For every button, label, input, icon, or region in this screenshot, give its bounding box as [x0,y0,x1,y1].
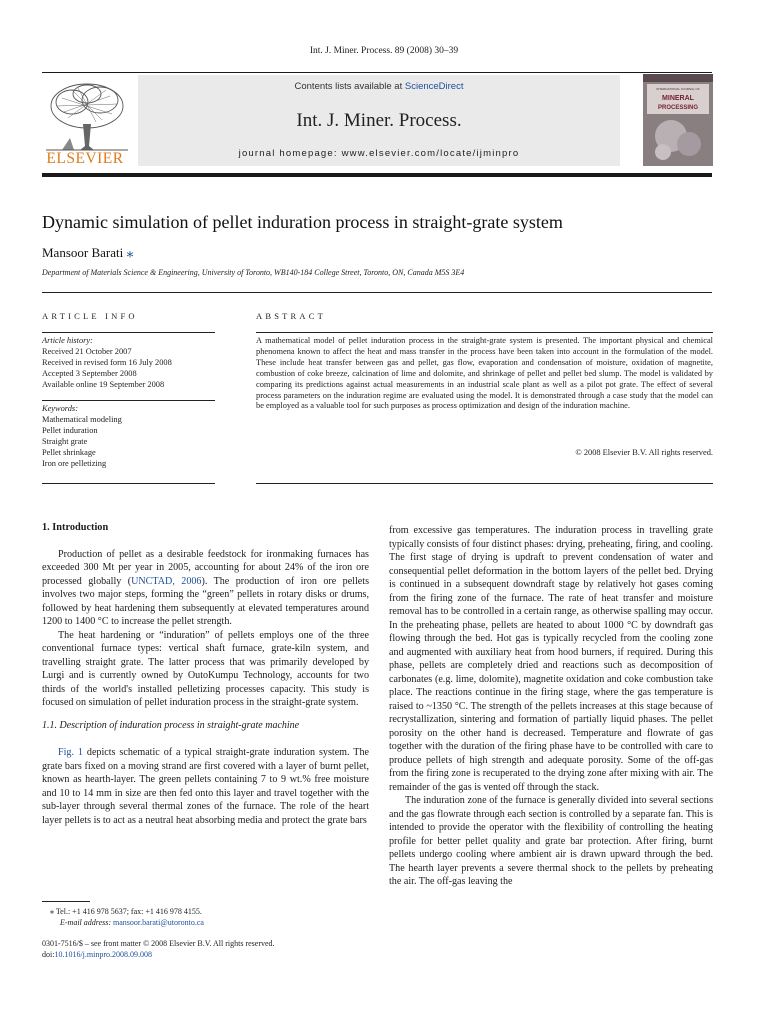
body-paragraph: The heat hardening or “induration” of pellets employs one of the three conventional furnace types: vertical shaft furnace, grate-kiln system, and travelling straight grate. The latter process that was primarily developed by Lurgi and is currently owned by OutoKumpu Technology, accounts for two thirds of the world's installed pelletizing processes capacity. This study is focused on simulation of pellet induration process in the straight-grate system. [42,629,369,708]
author-name: Mansoor Barati [42,245,124,260]
abstract-copyright: © 2008 Elsevier B.V. All rights reserved. [575,448,713,457]
abstract-label: ABSTRACT [256,311,326,321]
email-link[interactable]: mansoor.barati@utoronto.ca [113,918,204,927]
body-left-column [42,521,369,827]
footnote-rule [42,901,90,902]
journal-citation: Int. J. Miner. Process. 89 (2008) 30–39 [309,46,459,56]
history-online: Available online 19 September 2008 [42,379,165,389]
contact-line: ⁎ Tel.: +1 416 978 5637; fax: +1 416 978 4155. [50,907,202,916]
abstract-rule [256,332,713,333]
body-paragraph: from excessive gas temperatures. The induration process in travelling grate typically consists of four distinct phases: drying, preheating, firing, and cooling. The first stage of drying is updraft to prevent condensation of water and consequential pellet deformation in the bottom layers of the pellet bed. Drying is continued in a subsequent downdraft stage by relatively hot gases coming from the firing zone of the furnace. The rate of heat transfer and moisture removal has to be controlled in a certain range, as otherwise spalling may occur. In the preheating phase, pellets are heated to about 1000 °C by downdraft gas flowing through the bed. Hot gas is typically recycled from the cooling zone and augmented with auxiliary heat from hood burners, if required. During this phase, pellets are completely dried and reactions such as decomposition of carbonates (e.g. lime, dolomite), magnetite oxidation and coke combustion take place. The reactions continue in the firing stage, where the gas temperature is raised to ~1350 °C. The strength of the pellets increases at this stage because of recrystallization, sintering and formation of partially liquid phases. The pellet porosity on the other hand is decreased. Temperature and flowrate of gas together with the duration of the firing phase have to be controlled with care to produce pellets of high strength and adequate porosity. Some of the off-gas from the firing zone is recuperated to the drying zone after mixing with air. The remainder of the gas is vented off through the stack. [389,525,713,793]
keywords-block [42,404,217,469]
masthead-top-rule [42,72,712,73]
history-revised: Received in revised form 16 July 2008 [42,357,172,367]
journal-cover-thumbnail [643,74,713,166]
article-info-bottom-rule [42,483,215,484]
keyword-item: Pellet shrinkage [42,447,96,457]
issn-line: 0301-7516/$ – see front matter © 2008 Elsevier B.V. All rights reserved. [42,939,275,948]
figure-link[interactable]: Fig. 1 [58,747,83,758]
journal-homepage[interactable]: journal homepage: www.elsevier.com/locate/ijminpro [238,148,520,159]
body-paragraph [42,746,369,827]
cover-line-1: INTERNATIONAL JOURNAL OF [656,87,700,91]
keyword-item: Mathematical modeling [42,414,122,424]
keywords-label: Keywords: [42,404,78,413]
article-title: Dynamic simulation of pellet induration process in straight-grate system [42,212,563,232]
citation-link[interactable]: UNCTAD, 2006 [131,575,202,587]
body-paragraph: The induration zone of the furnace is generally divided into several sections and the gas flowrate through each section is controlled by a separate fan. This is intended to provide the operator with the flexibility of controlling the heating profile for better pellet quality and grate bar protection. After firing, burnt pellets undergo cooling where ambient air is drawn upward through the bed. The hearth layer prevents a severe thermal shock to the pellets by preheating the air. The off-gas leaving the [389,795,713,887]
article-info-rule [42,332,215,333]
title-divider [42,292,712,293]
doi-link[interactable]: 10.1016/j.minpro.2008.09.008 [54,950,153,959]
history-label: Article history: [42,336,93,345]
keyword-item: Pellet induration [42,425,98,435]
publisher-wordmark: ELSEVIER [46,150,124,167]
contents-line [138,81,620,92]
masthead-bottom-rule [42,173,712,177]
abstract-text: A mathematical model of pellet induration process in the straight-grate system is presented. The important physical and chemical phenomena known to affect the heat and mass transfer in the process have been taken into account in the formulation of the model. These include heat transfer between gas and pellet, gas flow, evaporation and condensation of moisture, oxidation of magnetite, combustion of coke breeze, calcination of lime and dolomite, and shrinkage of pellet and pellet bed slump. The model is validated by comparing its predictions against actual measurements in an industrial scale plant as well as a pilot pot grate. The effect of several process parameters on the induration regime are evaluated using the model. It is demonstrated through a case study that the model can be employed as a valuable tool for such purposes as process optimization and design of the induration machine. [256,336,713,411]
doi-prefix: doi: [42,950,55,959]
body-right-column [389,524,713,889]
keyword-item: Iron ore pelletizing [42,458,107,468]
sciencedirect-link[interactable]: ScienceDirect [404,81,464,92]
subsection-heading: 1.1. Description of induration process in straight-grate machine [42,719,300,731]
article-history [42,336,217,391]
author-contact-footnote [50,906,370,928]
body-paragraph [42,548,369,629]
article-info-label: ARTICLE INFO [42,311,138,321]
keywords-rule [42,400,215,401]
history-accepted: Accepted 3 September 2008 [42,368,137,378]
history-received: Received 21 October 2007 [42,346,132,356]
paragraph-text: ). The production of iron ore pellets involves two major steps, forming the “green” pellets in rotary disks or drums, followed by heat hardening them subsequently at elevated temperatures around 1200 to 1400 °C to increase the pellet strength. [42,575,370,627]
author-affiliation: Department of Materials Science & Engineering, University of Toronto, WB140-184 College Street, Toronto, ON, Canada M5S 3E4 [42,268,465,277]
section-heading: 1. Introduction [42,522,109,533]
contents-prefix: Contents lists available at [294,81,405,92]
paragraph-text: Production of pellet as a desirable feedstock for ironmaking furnaces has exceeded 300 Mt per year in 2005, accounting for about 24% of the iron ore processed globally ( [42,548,369,587]
paragraph-text: depicts schematic of a typical straight-grate induration system. The grate bars fixed on a moving strand are first covered with a layer of burnt pellet, known as hearth-layer. The green pellets containing 7 to 9 wt.% free moisture and 10 to 14 mm in size are then fed onto this layer and travel together with the sub-layer through several thermal zones of the furnace. The role of the heart layer pellets is to act as a neutral heat absorbing media and protect the grate bars [42,747,369,826]
abstract-bottom-rule [256,483,713,484]
email-label: E-mail address: [60,918,112,927]
journal-title: Int. J. Miner. Process. [296,110,462,131]
author-line [42,245,133,262]
cover-line-2: MINERAL [662,95,694,102]
author-footnote-mark[interactable]: ⁎ [126,246,134,261]
publication-footer [42,938,372,960]
cover-line-3: PROCESSING [657,105,699,111]
keyword-item: Straight grate [42,436,88,446]
